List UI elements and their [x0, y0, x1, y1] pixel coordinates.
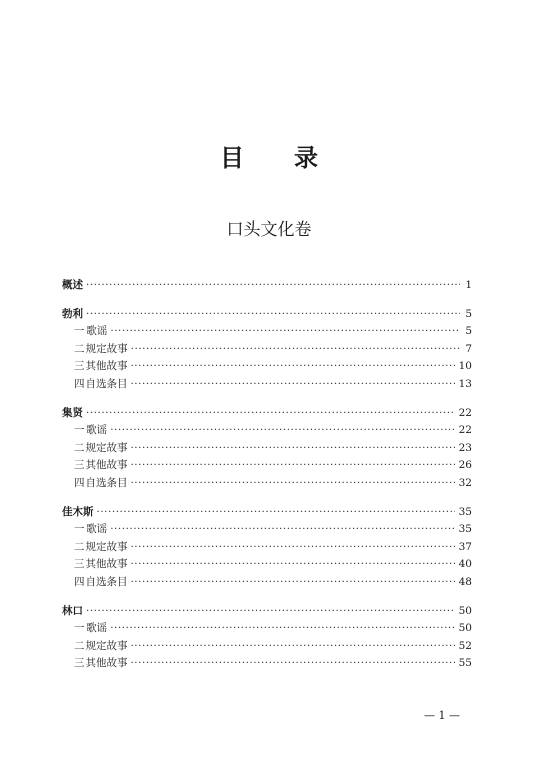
- toc-subentry-page: 52: [458, 639, 472, 652]
- toc-subentry-number: 四: [74, 575, 85, 588]
- toc-subentry[interactable]: [62, 620, 472, 638]
- toc-entry-page: 35: [458, 505, 472, 518]
- toc-subentry[interactable]: [62, 341, 472, 359]
- toc-subentry-page: 22: [458, 424, 472, 437]
- toc-subentry-label: 其他故事: [85, 459, 128, 472]
- toc-entry[interactable]: [62, 603, 472, 621]
- toc-entry-label: 林口: [62, 604, 83, 617]
- toc-entry-page: 5: [465, 307, 472, 320]
- toc-subentry[interactable]: [62, 574, 472, 592]
- leader-dots: [110, 521, 454, 539]
- toc-subentry-number: 一: [74, 424, 85, 437]
- toc-subentry-label: 歌谣: [86, 325, 108, 338]
- toc-section-linkou: [62, 603, 472, 673]
- leader-dots: [130, 638, 454, 656]
- toc-subentry[interactable]: [62, 323, 472, 341]
- toc-subentry-page: 7: [465, 342, 472, 355]
- leader-dots: [86, 277, 460, 295]
- toc-entry-page: 50: [458, 604, 472, 617]
- toc-subentry-number: 三: [74, 657, 85, 670]
- leader-dots: [97, 504, 455, 522]
- toc-entry-label: 勃利: [62, 307, 83, 320]
- toc-section-boli: [62, 306, 472, 394]
- toc-subentry-number: 一: [74, 325, 85, 338]
- toc-entry-page: 1: [465, 279, 472, 291]
- toc-subentry-label: 其他故事: [85, 360, 128, 373]
- toc-subentry[interactable]: [62, 376, 472, 394]
- toc-entry-page: 22: [458, 406, 472, 419]
- toc-entry-label: 集贤: [62, 406, 83, 419]
- toc-subentry-page: 55: [458, 657, 472, 670]
- toc-subentry[interactable]: [62, 358, 472, 376]
- toc-subentry-label: 歌谣: [86, 622, 108, 635]
- leader-dots: [130, 539, 454, 557]
- toc-subentry-page: 40: [458, 558, 472, 571]
- toc-subentry-number: 二: [74, 441, 85, 454]
- leader-dots: [110, 620, 454, 638]
- toc-entry[interactable]: [62, 504, 472, 522]
- table-of-contents: [62, 277, 472, 673]
- leader-dots: [86, 306, 460, 324]
- toc-subentry[interactable]: [62, 475, 472, 493]
- toc-subentry-page: 5: [465, 325, 472, 338]
- toc-subentry-number: 四: [74, 476, 85, 489]
- leader-dots: [130, 440, 454, 458]
- leader-dots: [86, 405, 455, 423]
- toc-subentry-number: 二: [74, 540, 85, 553]
- toc-subentry-label: 规定故事: [85, 540, 128, 553]
- toc-subentry-label: 其他故事: [85, 558, 128, 571]
- toc-subentry[interactable]: [62, 638, 472, 656]
- leader-dots: [130, 376, 454, 394]
- toc-subentry-page: 32: [458, 476, 472, 489]
- toc-section-overview: [62, 277, 472, 295]
- toc-subentry-label: 自选条目: [85, 476, 128, 489]
- toc-subentry-number: 二: [74, 639, 85, 652]
- toc-subentry-page: 26: [458, 459, 472, 472]
- toc-subentry-page: 37: [458, 540, 472, 553]
- leader-dots: [130, 358, 454, 376]
- toc-subentry-page: 48: [458, 575, 472, 588]
- toc-subentry-page: 50: [458, 622, 472, 635]
- toc-entry[interactable]: [62, 306, 472, 324]
- toc-subentry[interactable]: [62, 521, 472, 539]
- leader-dots: [130, 556, 454, 574]
- toc-subentry-page: 10: [458, 360, 472, 373]
- toc-entry[interactable]: [62, 405, 472, 423]
- toc-subentry-number: 三: [74, 459, 85, 472]
- page-title: 目录: [220, 143, 368, 172]
- toc-subentry-number: 一: [74, 523, 85, 536]
- toc-subentry[interactable]: [62, 556, 472, 574]
- leader-dots: [130, 655, 454, 673]
- toc-subentry-label: 其他故事: [85, 657, 128, 670]
- toc-subentry[interactable]: [62, 440, 472, 458]
- toc-subentry-number: 三: [74, 558, 85, 571]
- toc-subentry-number: 三: [74, 360, 85, 373]
- toc-section-jixian: [62, 405, 472, 493]
- leader-dots: [130, 475, 454, 493]
- volume-title: 口头文化卷: [226, 220, 312, 240]
- toc-subentry-label: 自选条目: [85, 575, 128, 588]
- leader-dots: [131, 341, 460, 359]
- toc-entry[interactable]: [62, 277, 472, 295]
- toc-section-jiamusi: [62, 504, 472, 592]
- leader-dots: [130, 574, 454, 592]
- toc-subentry-label: 自选条目: [85, 377, 128, 390]
- toc-subentry-page: 23: [458, 441, 472, 454]
- toc-subentry[interactable]: [62, 457, 472, 475]
- toc-subentry-number: 四: [74, 377, 85, 390]
- leader-dots: [130, 457, 454, 475]
- toc-subentry-page: 35: [458, 523, 472, 536]
- leader-dots: [110, 422, 454, 440]
- toc-subentry-number: 一: [74, 622, 85, 635]
- toc-entry-label: 概述: [62, 279, 83, 291]
- toc-subentry-label: 歌谣: [86, 424, 108, 437]
- toc-subentry[interactable]: [62, 422, 472, 440]
- toc-subentry-label: 规定故事: [85, 441, 128, 454]
- toc-entry-label: 佳木斯: [62, 505, 94, 518]
- leader-dots: [86, 603, 455, 621]
- leader-dots: [110, 323, 460, 341]
- toc-subentry-number: 二: [74, 342, 85, 355]
- page-number-footer: — 1 —: [424, 709, 460, 722]
- toc-subentry[interactable]: [62, 539, 472, 557]
- toc-subentry-label: 歌谣: [86, 523, 108, 536]
- toc-subentry-label: 规定故事: [85, 342, 128, 355]
- toc-subentry-label: 规定故事: [85, 639, 128, 652]
- toc-subentry-page: 13: [458, 377, 472, 390]
- toc-subentry[interactable]: [62, 655, 472, 673]
